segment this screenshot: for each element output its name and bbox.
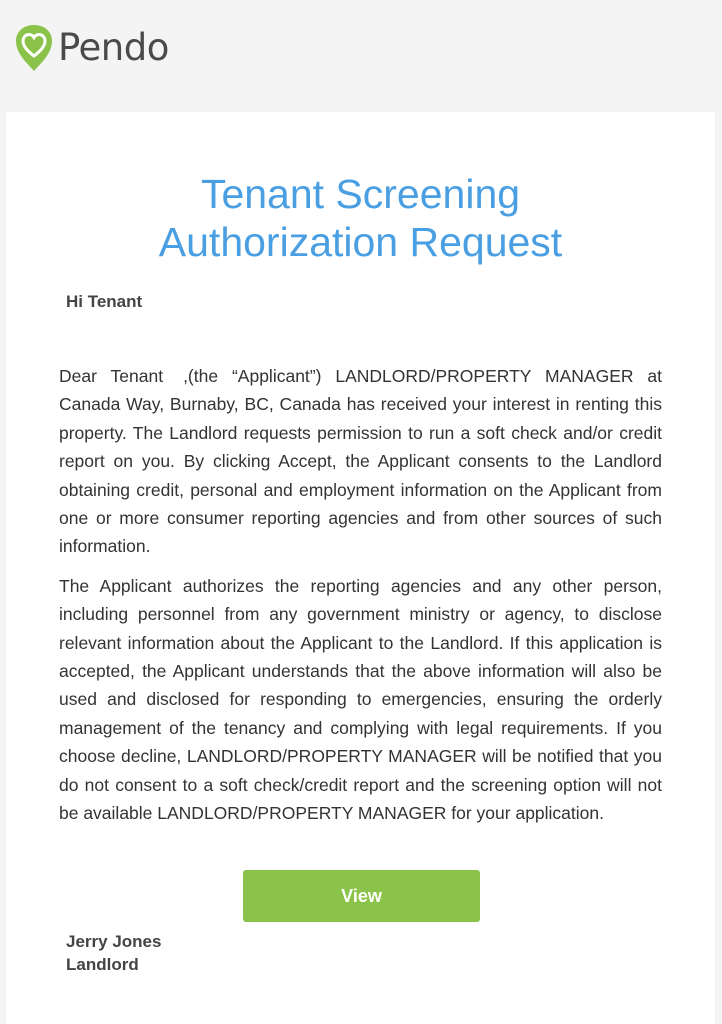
paragraph-1 — [59, 362, 662, 561]
email-card — [6, 112, 715, 1024]
paragraph-1-text: ,(the “Applicant”) LANDLORD/PROPERTY MANAGER at Canada Way, Burnaby, BC, Canada has received your interest in renting this property. The Landlord requests permission to run a soft check and/or credit report on you. By clicking Accept, the Applicant consents to the Landlord obtaining credit, personal and employment information on the Applicant from one or more consumer reporting agencies and from other sources of such information. — [59, 366, 662, 557]
signer-name: Jerry Jones — [66, 932, 162, 951]
paragraph-2: The Applicant authorizes the reporting agencies and any other person, including personnel from any government ministry or agency, to disclose relevant information about the Applicant to the Landlord. If this application is accepted, the Applicant understands that the above information will also be used and disclosed for responding to emergencies, ensuring the orderly management of the tenancy and complying with legal requirements. If you choose decline, LANDLORD/PROPERTY MANAGER will be notified that you do not consent to a soft check/credit report and the screening option will not be available LANDLORD/PROPERTY MANAGER for your application. — [59, 575, 662, 824]
header — [0, 0, 722, 112]
signer-role: Landlord — [66, 955, 139, 974]
view-button[interactable]: View — [243, 870, 480, 922]
page-title — [6, 170, 715, 266]
pendo-logo[interactable] — [14, 24, 169, 72]
email-body — [59, 362, 662, 839]
heart-pin-icon — [14, 24, 54, 72]
title-line-1: Tenant Screening — [200, 171, 521, 217]
greeting: Hi Tenant — [66, 292, 143, 311]
title-line-2: Authorization Request — [158, 219, 563, 265]
dear-label: Dear — [59, 366, 97, 386]
signature — [66, 930, 161, 976]
tenant-name: Tenant — [110, 366, 164, 386]
logo-text: Pendo — [58, 26, 169, 69]
